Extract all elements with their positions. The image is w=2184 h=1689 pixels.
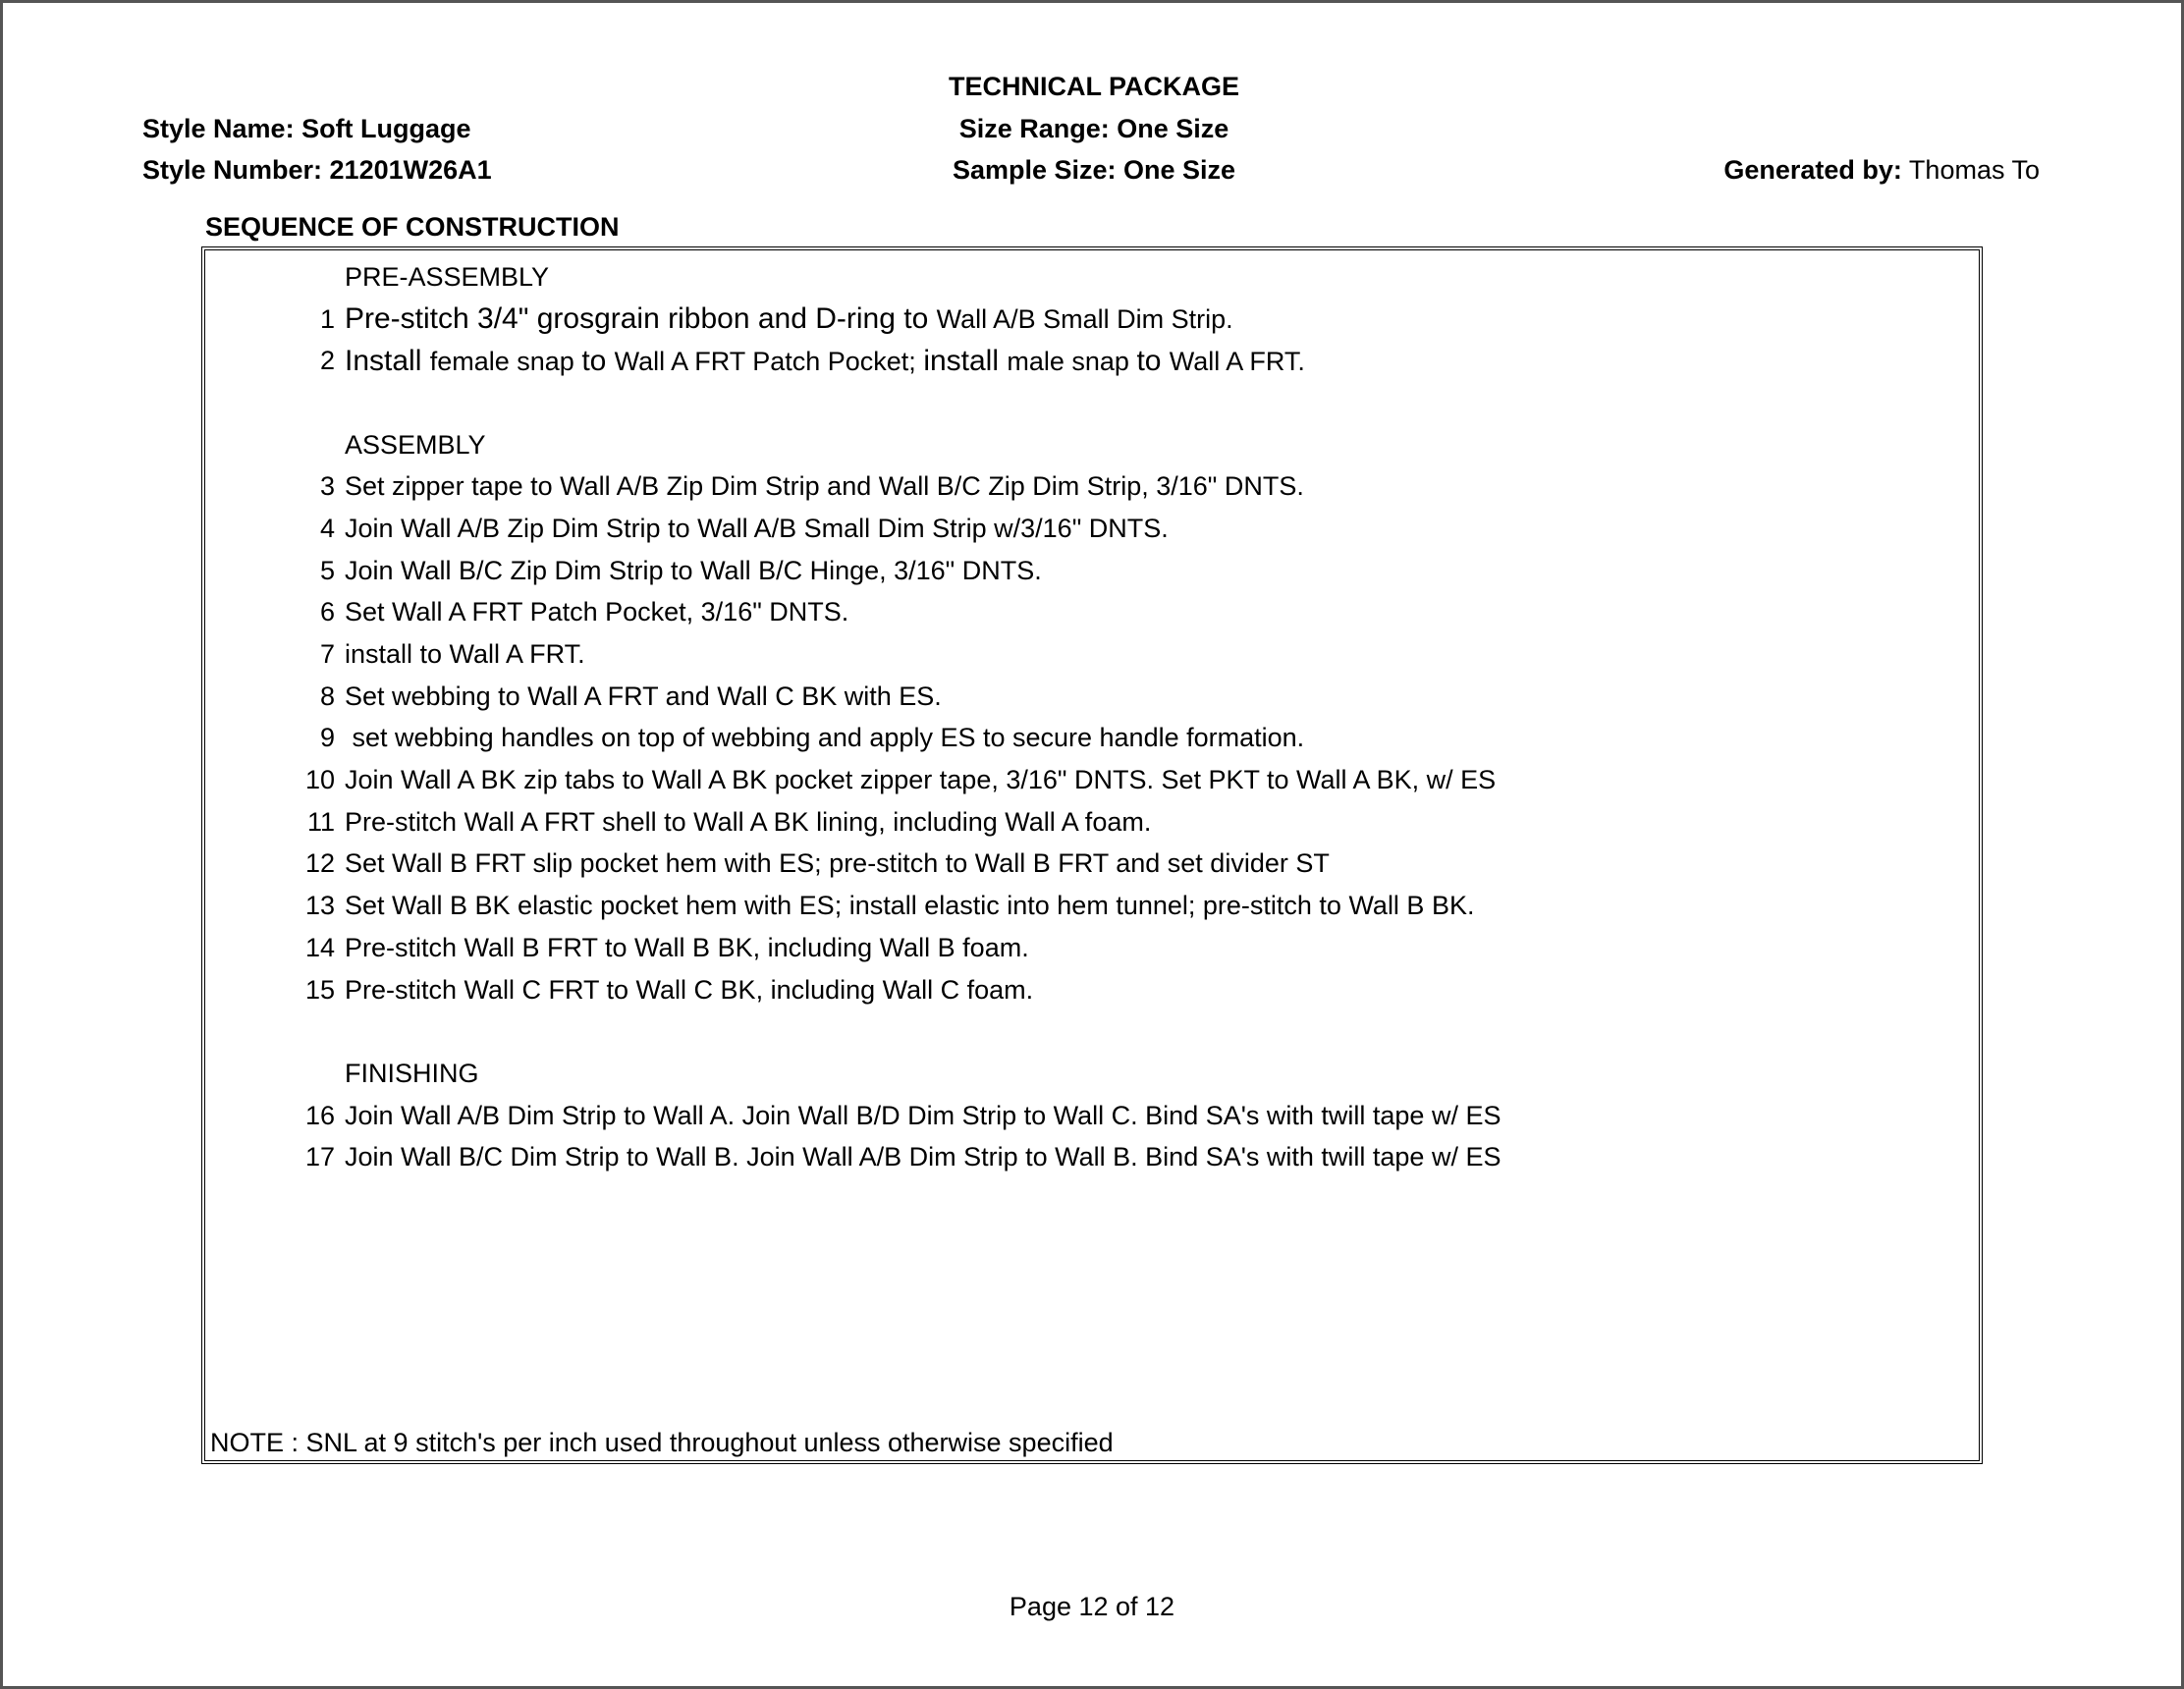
blank-row xyxy=(205,382,1979,424)
step-number: 4 xyxy=(319,513,335,543)
step-text-part: Install xyxy=(345,344,430,377)
step-row xyxy=(205,1136,1979,1178)
step-text: Pre-stitch Wall A FRT shell to Wall A BK lining, including Wall A foam. xyxy=(345,806,1152,837)
step-text xyxy=(335,345,1305,378)
generated-by-label: Generated by: xyxy=(1723,155,1902,185)
step-text: install to Wall A FRT. xyxy=(345,639,585,670)
group-heading-assembly xyxy=(205,424,1979,466)
step-row xyxy=(205,550,1979,592)
step-number: 8 xyxy=(319,681,335,711)
step-row xyxy=(205,759,1979,801)
step-row xyxy=(205,340,1979,382)
step-row xyxy=(205,508,1979,550)
step-text: Pre-stitch Wall C FRT to Wall C BK, including Wall C foam. xyxy=(345,974,1034,1005)
step-text: Join Wall A/B Dim Strip to Wall A. Join Wall B/D Dim Strip to Wall C. Bind SA's with twill tape w/ ES xyxy=(345,1100,1502,1130)
step-number: 9 xyxy=(319,723,335,753)
step-row xyxy=(205,676,1979,718)
blank-row xyxy=(205,1010,1979,1053)
step-text: Join Wall A BK zip tabs to Wall A BK pocket zipper tape, 3/16" DNTS. Set PKT to Wall A BK, w/ ES xyxy=(345,765,1497,795)
step-number: 5 xyxy=(319,555,335,585)
step-text-part: female snap xyxy=(429,346,582,376)
step-number: 2 xyxy=(319,346,335,376)
step-text: Join Wall B/C Dim Strip to Wall B. Join Wall A/B Dim Strip to Wall B. Bind SA's with twill tape w/ ES xyxy=(345,1142,1502,1172)
step-row xyxy=(205,592,1979,634)
step-number: 7 xyxy=(319,639,335,670)
step-text-part: to xyxy=(581,344,615,377)
generated-by xyxy=(1723,157,2040,184)
size-range: Size Range: One Size xyxy=(958,114,1229,143)
step-text: Set Wall A FRT Patch Pocket, 3/16" DNTS. xyxy=(345,597,849,627)
page-number: Page 12 of 12 xyxy=(1009,1592,1175,1621)
construction-rows xyxy=(205,256,1979,1178)
step-number: 1 xyxy=(319,303,335,334)
step-number: 11 xyxy=(306,806,335,837)
step-number: 6 xyxy=(319,597,335,627)
step-row xyxy=(205,927,1979,969)
group-heading-label: ASSEMBLY xyxy=(345,429,486,460)
step-text: Set Wall B FRT slip pocket hem with ES; pre-stitch to Wall B FRT and set divider ST xyxy=(345,848,1330,879)
group-heading-label: FINISHING xyxy=(345,1058,479,1088)
step-text: Pre-stitch Wall B FRT to Wall B BK, including Wall B foam. xyxy=(345,932,1029,962)
step-text: Set zipper tape to Wall A/B Zip Dim Strip and Wall B/C Zip Dim Strip, 3/16" DNTS. xyxy=(345,471,1304,502)
step-number: 14 xyxy=(304,932,335,962)
section-title: SEQUENCE OF CONSTRUCTION xyxy=(205,212,620,242)
group-heading-finishing xyxy=(205,1053,1979,1095)
step-number: 3 xyxy=(319,471,335,502)
step-number: 10 xyxy=(304,765,335,795)
step-row xyxy=(205,633,1979,676)
step-number: 17 xyxy=(304,1142,335,1172)
step-row xyxy=(205,801,1979,844)
step-text: Set Wall B BK elastic pocket hem with ES; install elastic into hem tunnel; pre-stitch to Wall B BK. xyxy=(345,891,1475,921)
step-row xyxy=(205,299,1979,341)
step-text-part: install xyxy=(923,344,1008,377)
sample-size: Sample Size: One Size xyxy=(952,155,1236,185)
step-row xyxy=(205,885,1979,927)
step-text: Join Wall B/C Zip Dim Strip to Wall B/C Hinge, 3/16" DNTS. xyxy=(345,555,1042,585)
step-text-part: Pre-stitch 3/4" grosgrain ribbon and D-ring to xyxy=(345,302,937,336)
group-heading-pre-assembly xyxy=(205,256,1979,299)
step-row xyxy=(205,969,1979,1011)
step-number: 15 xyxy=(304,974,335,1005)
step-text-part: Wall A/B Small Dim Strip. xyxy=(936,304,1233,335)
step-text: Join Wall A/B Zip Dim Strip to Wall A/B Small Dim Strip w/3/16" DNTS. xyxy=(345,513,1169,543)
construction-table xyxy=(201,246,1983,1464)
step-number: 16 xyxy=(304,1100,335,1130)
style-number: Style Number: 21201W26A1 xyxy=(142,155,492,185)
step-text-part: Wall A FRT Patch Pocket; xyxy=(614,346,924,376)
step-text xyxy=(335,302,1233,336)
step-text: set webbing handles on top of webbing and apply ES to secure handle formation. xyxy=(345,723,1305,753)
style-name: Style Name: Soft Luggage xyxy=(142,114,471,143)
step-row xyxy=(205,844,1979,886)
step-row xyxy=(205,465,1979,508)
document-title: TECHNICAL PACKAGE xyxy=(948,72,1239,101)
step-text: Set webbing to Wall A FRT and Wall C BK with ES. xyxy=(345,681,942,711)
construction-note: NOTE : SNL at 9 stitch's per inch used throughout unless otherwise specified xyxy=(210,1428,1114,1457)
step-text-part: to xyxy=(1136,344,1170,377)
group-heading-label: PRE-ASSEMBLY xyxy=(345,261,550,292)
step-row xyxy=(205,718,1979,760)
step-row xyxy=(205,1095,1979,1137)
step-number: 12 xyxy=(304,848,335,879)
step-text-part: Wall A FRT. xyxy=(1169,346,1305,376)
step-text-part: male snap xyxy=(1007,346,1137,376)
step-number: 13 xyxy=(304,891,335,921)
generated-by-value: Thomas To xyxy=(1901,155,2040,185)
